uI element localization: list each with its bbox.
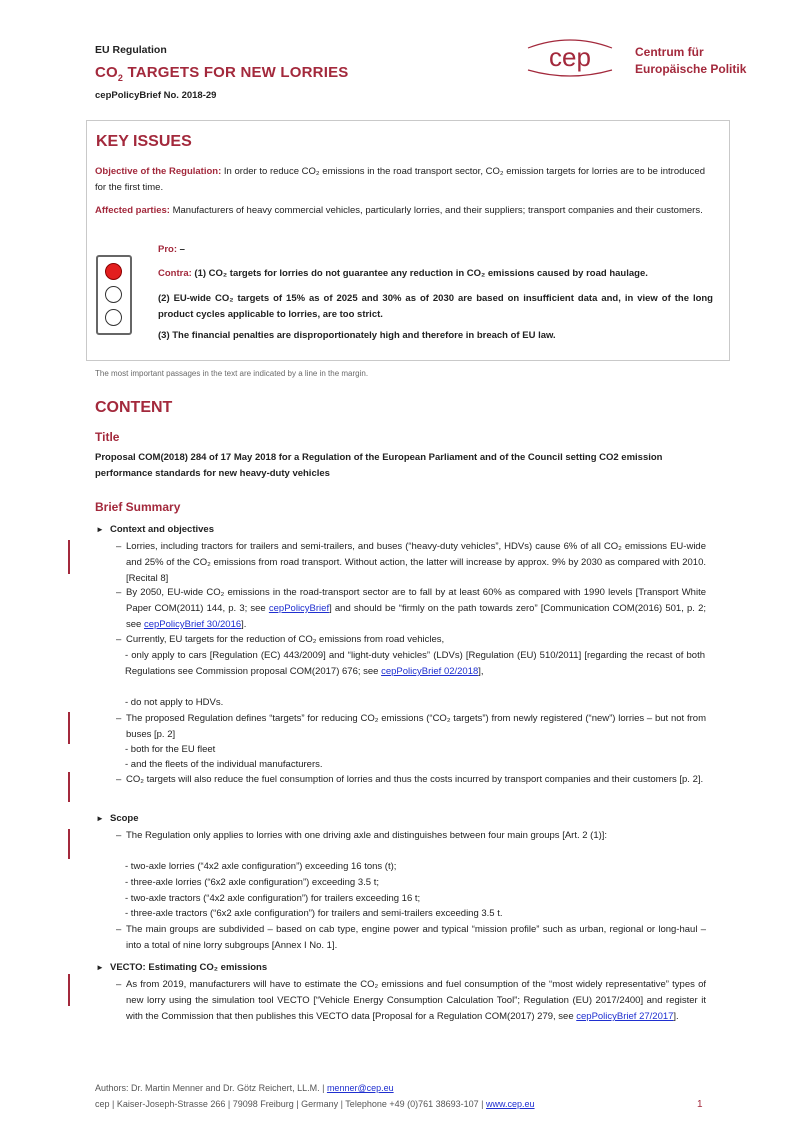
list-item: – CO₂ targets will also reduce the fuel consumption of lorries and thus the costs incurred by transport companies and their customers [p. 2]. [116, 774, 704, 785]
sub-item: - only apply to cars [Regulation (EC) 443/2009] and “light-duty vehicles” (LDVs) [Regulation (EU) 510/2011] [regarding the recast of both Regulations see Commission proposal COM(2017) 676; see cepPolicyBrief 02/2018], [125, 650, 705, 677]
vecto-bullet: ► VECTO: Estimating CO₂ emissions [96, 962, 268, 973]
sub-item: - three-axle lorries (“6x2 axle configuration”) exceeding 3.5 t; [125, 877, 379, 888]
key-issues-title: KEY ISSUES [96, 133, 192, 150]
pro-line: Pro: – [158, 244, 185, 255]
sub-item: - both for the EU fleet [125, 744, 216, 755]
contra-point-2: (2) EU-wide CO₂ targets of 15% as of 2025 and 30% as of 2030 are based on insufficient data and, in view of the long product cycles applicable to lorries, are too strict. [158, 293, 713, 320]
list-item: – By 2050, EU-wide CO₂ emissions in the road-transport sector are to fall by at least 60% as compared with 1990 levels [Transport White Paper COM(2011) 144, p. 3; see cepPolicyBrief] and should be “firmly on the path towards zero” [Communication COM(2016) 501, p. 2; see cepPolicyBrief 30/2016]. [116, 587, 707, 630]
key-issues-box [86, 120, 730, 361]
margin-line [68, 540, 70, 574]
list-item: – Currently, EU targets for the reduction of CO₂ emissions from road vehicles, [116, 634, 445, 645]
scope-bullet: ► Scope [96, 813, 139, 824]
proposal-title: Proposal COM(2018) 284 of 17 May 2018 for a Regulation of the European Parliament and of the Council setting CO2 emission performance standards for new heavy-duty vehicles [95, 452, 663, 479]
ceppolicybrief-link[interactable]: cepPolicyBrief [268, 603, 330, 614]
red-light [105, 263, 122, 280]
sub-item: - and the fleets of the individual manufacturers. [125, 759, 323, 770]
margin-line [68, 712, 70, 744]
document-category: EU Regulation [95, 44, 167, 56]
margin-line [68, 772, 70, 802]
list-item: – The proposed Regulation defines “targets” for reducing CO₂ emissions (“CO₂ targets”) from newly registered (“new”) lorries – but not from buses [p. 2] [116, 713, 706, 740]
sub-item: - two-axle lorries (“4x2 axle configuration”) exceeding 16 tons (t); [125, 861, 397, 872]
list-item: – The main groups are subdivided – based on cab type, engine power and typical “mission profile” such as urban, regional or long-haul – into a total of nine lorry subgroups [Annex I No. 1]. [116, 924, 706, 951]
objective-paragraph: Objective of the Regulation: In order to reduce CO₂ emissions in the road transport sector, CO₂ emission targets for lorries are to be introduced for the first time. [95, 166, 705, 193]
context-bullet: ► Context and objectives [96, 524, 214, 535]
document-title: $CO_2$ TARGETS FOR NEW LORRIES [95, 64, 349, 83]
brief-number: cepPolicyBrief No. 2018-29 [95, 90, 217, 101]
title-subheading: Title [95, 430, 120, 444]
green-light [105, 309, 122, 326]
affected-parties-paragraph: Affected parties: Manufacturers of heavy commercial vehicles, particularly lorries, and their suppliers; transport companies and their customers. [95, 205, 703, 216]
contra-point-1: Contra: (1) CO₂ targets for lorries do not guarantee any reduction in CO₂ emissions caused by road haulage. [158, 268, 648, 279]
ceppolicybrief-02-2018-link[interactable]: cepPolicyBrief 02/2018 [381, 666, 479, 677]
content-heading: CONTENT [95, 399, 173, 416]
margin-line [68, 974, 70, 1006]
traffic-light-icon [96, 255, 132, 335]
ceppolicybrief-27-2017-link[interactable]: cepPolicyBrief 27/2017 [576, 1011, 674, 1022]
contra-point-3: (3) The financial penalties are disproportionately high and therefore in breach of EU law. [158, 330, 556, 341]
website-link[interactable]: www.cep.eu [486, 1099, 535, 1109]
footer-address: cep | Kaiser-Joseph-Strasse 266 | 79098 Freiburg | Germany | Telephone +49 (0)761 38693-107 | www.cep.eu [95, 1099, 535, 1109]
margin-line [68, 829, 70, 859]
amber-light [105, 286, 122, 303]
list-item: – The Regulation only applies to lorries with one driving axle and distinguishes between four main groups [Art. 2 (1)]: [116, 830, 608, 841]
logo-wordmark: Centrum für Europäische Politik [635, 45, 747, 76]
list-item: – As from 2019, manufacturers will have to estimate the CO₂ emissions and fuel consumption of the “most widely representative” types of new lorry using the simulation tool VECTO [“Vehicle Energy Consumption Calculation Tool”; Regulation (EU) 2017/2400] and register it with the Commission that then publishes this VECTO data [Proposal for a Regulation COM(2017) 279, see cepPolicyBrief 27/2017]. [116, 979, 706, 1022]
brief-summary-subheading: Brief Summary [95, 500, 181, 514]
ceppolicybrief-30-2016-link[interactable]: cepPolicyBrief 30/2016 [143, 619, 242, 630]
author-email-link[interactable]: menner@cep.eu [326, 1083, 394, 1093]
footer-authors: Authors: Dr. Martin Menner and Dr. Götz Reichert, LL.M. | menner@cep.eu [95, 1083, 394, 1093]
svg-text:cep: cep [549, 42, 591, 72]
page-number: 1 [697, 1099, 703, 1110]
sub-item: - do not apply to HDVs. [125, 697, 224, 708]
cep-logo [520, 30, 620, 85]
list-item: – Lorries, including tractors for trailers and semi-trailers, and buses (“heavy-duty vehicles”, HDVs) cause 6% of all CO₂ emissions EU-wide and 25% of the CO₂ emissions from road transport. Without action, the latter will increase by approx. 9% by 2030 as compared with 2010. [Recital 8] [116, 541, 706, 584]
margin-line-footnote: The most important passages in the text are indicated by a line in the margin. [95, 369, 369, 378]
sub-item: - three-axle tractors (“6x2 axle configuration”) for trailers and semi-trailers exceeding 3.5 t. [125, 908, 503, 919]
sub-item: - two-axle tractors (“4x2 axle configuration”) for trailers exceeding 16 t; [125, 893, 421, 904]
